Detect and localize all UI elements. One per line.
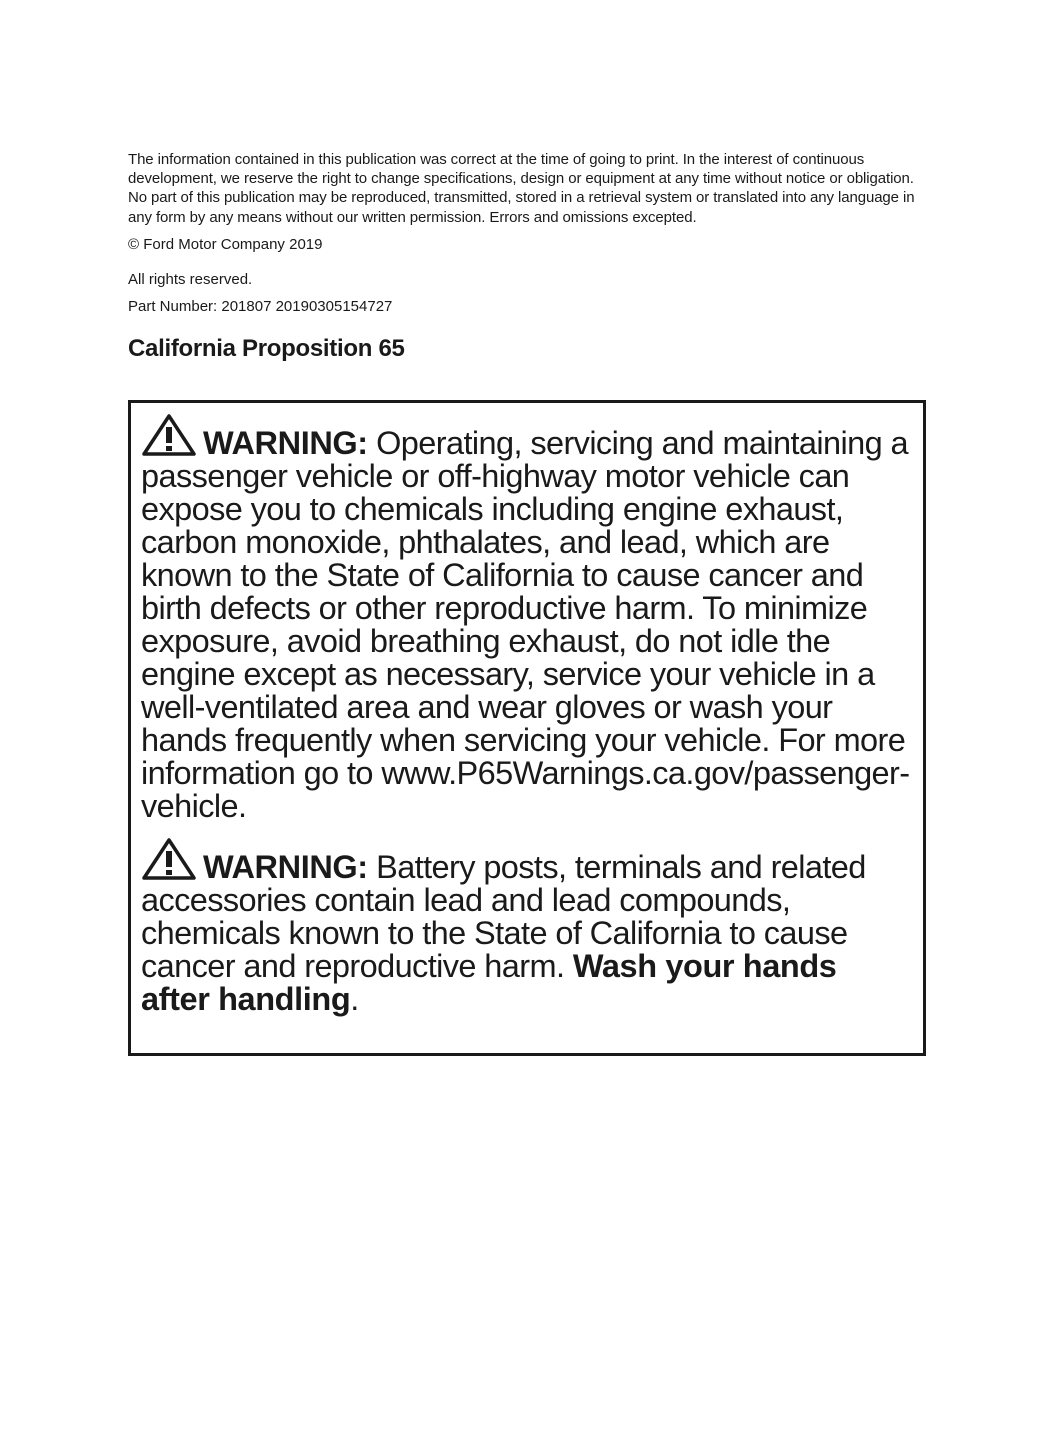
warning-triangle-icon (141, 837, 197, 881)
document-page (128, 150, 928, 364)
warning-battery (141, 837, 913, 1016)
part-number-text: Part Number: 201807 20190305154727 (128, 297, 393, 315)
warning-text: Operating, servicing and maintaining a passenger vehicle or off-highway motor vehicle can expose you to chemicals including engine exhaust, carbon monoxide, phthalates, and lead, which are known to the State of California to cause cancer and birth defects or other reproductive harm. To minimize exposure, avoid breathing exhaust, do not idle the engine except as necessary, service your vehicle in a well-ventilated area and wear gloves or wash your hands frequently when servicing your vehicle. For more information go to www.P65Warnings.ca.gov/passenger-vehicle. (141, 425, 910, 824)
warning-label: WARNING: (203, 425, 368, 461)
warning-tail: . (350, 981, 359, 1017)
section-title: California Proposition 65 (128, 334, 405, 362)
prop65-warning-box (128, 400, 926, 1056)
warning-vehicle (141, 413, 913, 823)
warning-emphasis: Wash your hands after handling (141, 948, 837, 1017)
rights-text: All rights reserved. (128, 270, 253, 288)
warning-label: WARNING: (203, 849, 368, 885)
warning-text: Battery posts, terminals and related accessories contain lead and lead compounds, chemicals known to the State of California to cause cancer and reproductive harm. (141, 849, 866, 984)
copyright-text: © Ford Motor Company 2019 (128, 235, 323, 253)
warning-triangle-icon (141, 413, 197, 457)
disclaimer-text: The information contained in this publication was correct at the time of going to print. In the interest of continuous development, we reserve the right to change specifications, design or equipment at any time without notice or obligation. No part of this publication may be reproduced, transmitted, stored in a retrieval system or translated into any language in any form by any means without our written permission. Errors and omissions excepted. (128, 151, 915, 226)
